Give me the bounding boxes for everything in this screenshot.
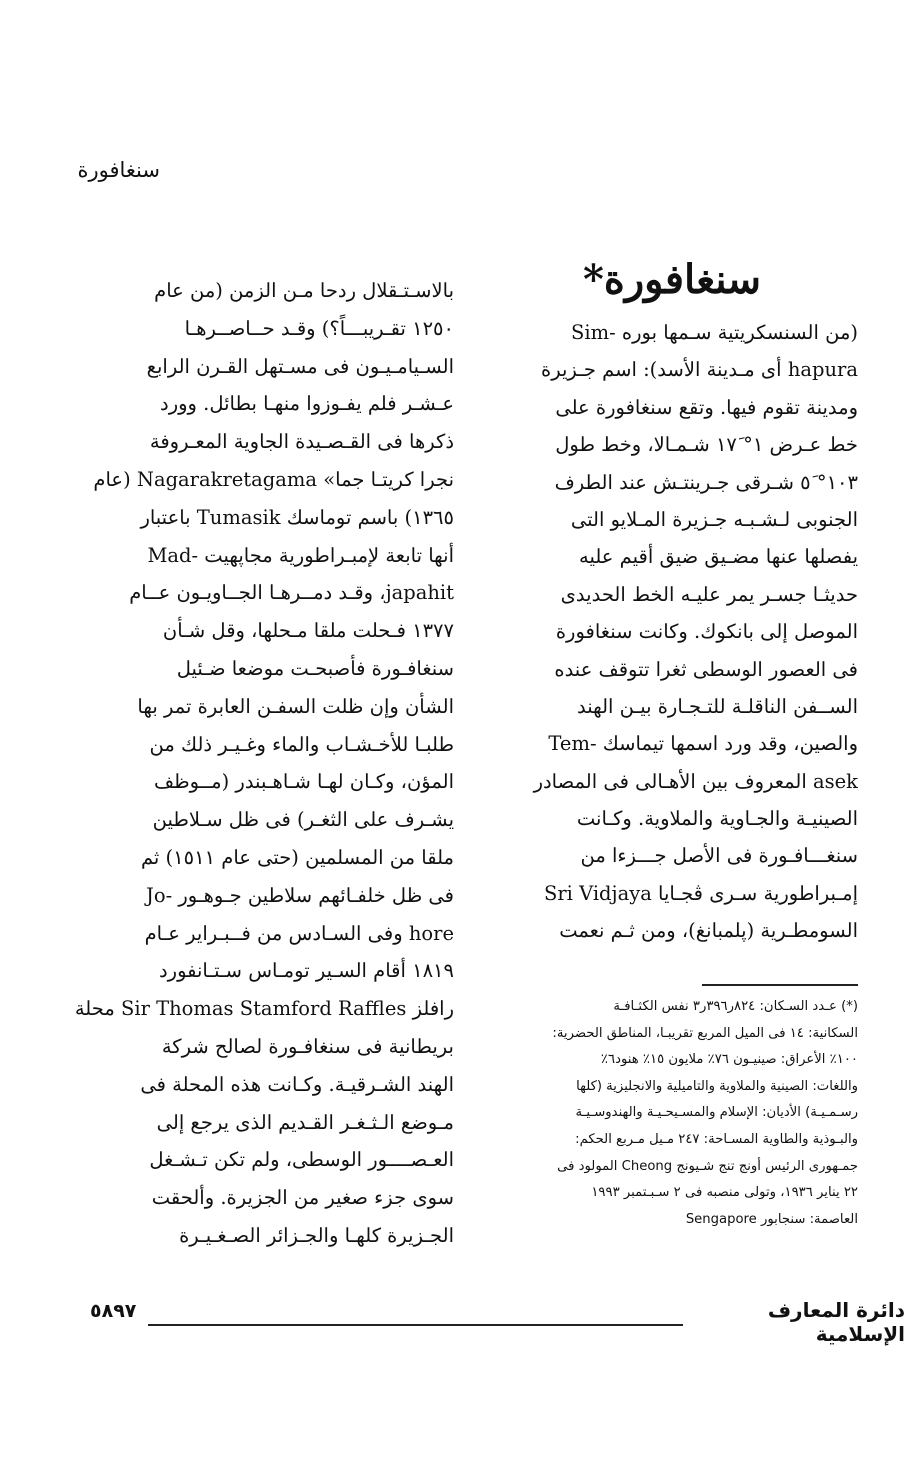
footnote-line: ١٠٠٪ الأعراق: صينيـون ٧٦٪ ملايون ١٥٪ هنود٦٪ xyxy=(600,1052,858,1068)
body-line: ١٠٣° ٥َ شـرقى جـرينتـش عند الطرف xyxy=(554,470,858,494)
footer-divider xyxy=(148,1324,683,1326)
footnote-line: ٢٢ يناير ١٩٣٦، وتولى منصبه فى ٢ سـبـتمبر ١٩٩٣ xyxy=(591,1185,858,1201)
footnote-divider xyxy=(702,984,858,986)
body-line: عـشـر فلم يفـوزوا منهـا بطائل. وورد xyxy=(160,392,454,416)
footnote xyxy=(486,994,858,1233)
running-head: سنغافورة xyxy=(77,158,160,182)
body-line: hapura أى مـدينة الأسد): اسم جـزيرة xyxy=(541,358,858,382)
body-line: بالاسـتـقلال ردحا مـن الزمن (من عام xyxy=(154,279,454,302)
footnote-line: (*) عـدد السـكان: ٨٢٤ر٣٩٦ر٣ نفس الكثـافـة xyxy=(613,999,858,1014)
body-line: بريطانية فى سنغافـورة لصالح شركة xyxy=(161,1034,454,1058)
footnote-line: واللغات: الصينية والملاوية والتاميلية والانجليزية (كلها xyxy=(576,1078,858,1094)
body-line: japahit، وقـد دمــرهـا الجــاويـون عــام xyxy=(129,581,454,605)
body-line: الهند الشـرقيـة. وكـانت هذه المحلة فى xyxy=(140,1072,454,1096)
footnote-line: والبـوذية والطاوية المسـاحة: ٢٤٧ مـيل مـربع الحكم: xyxy=(575,1131,858,1147)
body-line: فى ظل خلفـائهم سلاطين جـوهـور -Jo xyxy=(146,883,454,907)
body-line: رافلز Sir Thomas Stamford Raffles محلة xyxy=(74,997,454,1021)
body-line: hore وفى السـادس من فــبـراير عـام xyxy=(144,921,454,945)
body-line: ذكرها فى القـصـيدة الجاوية المعـروفة xyxy=(149,430,454,454)
right-column xyxy=(486,252,858,950)
body-line: ملقا من المسلمين (حتى عام ١٥١١) ثم xyxy=(140,845,454,869)
footnote-line: العاصمة: سنجابور Sengapore xyxy=(685,1211,858,1227)
body-line: إمـبراطورية سـرى ڤجـايا Sri Vidjaya xyxy=(543,881,858,905)
body-line: طلبـا للأخـشـاب والماء وغـيـر ذلك من xyxy=(149,732,454,756)
body-line: سنغـــافـورة فى الأصل جـــزءا من xyxy=(580,844,858,868)
footnote-line: رسـمـيـة) الأديان: الإسلام والمسـيحـيـة والهندوسـيـة xyxy=(575,1105,858,1121)
body-line: ١٨١٩ أقام السـير تومـاس سـتـانفورد xyxy=(158,959,454,983)
left-column xyxy=(72,272,454,1255)
body-line: يفصلها عنها مضـيق ضيق أقيم عليه xyxy=(579,545,858,569)
body-line: فى العصور الوسطى ثغرا تتوقف عنده xyxy=(554,657,858,681)
body-line: ١٢٥٠ تقـريبـــاً؟) وقـد حــاصــرهـا xyxy=(184,316,454,340)
body-line: والصين، وقد ورد اسمها تيماسك -Tem xyxy=(548,732,858,756)
body-line: أنها تابعة لإمبـراطورية مجاپهيت -Mad xyxy=(147,543,454,567)
body-line: المؤن، وكـان لهـا شـاهـبندر (مــوظف xyxy=(153,770,454,794)
body-line: ١٣٦٥) باسم توماسك Tumasik باعتبار xyxy=(140,505,454,529)
article-title: سنغافورة* xyxy=(582,256,762,303)
body-line: الجنوبى لـشـبـه جـزيرة المـلايو التى xyxy=(570,507,858,531)
body-line: السـيامـيـون فى مسـتهل القـرن الرابع xyxy=(146,354,454,378)
body-line: asek المعروف بين الأهـالى فى المصادر xyxy=(533,769,858,793)
body-line: سنغافـورة فأصبحـت موضعا ضـئيل xyxy=(176,656,454,680)
body-line: العـصــــور الوسطى، ولم تكن تـشـغل xyxy=(149,1148,454,1172)
footnote-line: جمـهورى الرئيس أونج تنج شـيونج Cheong المولود فى xyxy=(557,1158,858,1174)
body-line: سوى جزء صغير من الجزيرة. وألحقت xyxy=(151,1186,454,1210)
body-line: يشـرف على الثغـر) فى ظل سـلاطين xyxy=(152,808,454,832)
body-line: (من السنسكريتية سـمها بوره -Sim xyxy=(571,321,858,344)
body-line: الصينيـة والجـاوية والملاوية. وكـانت xyxy=(576,807,858,831)
body-line: ١٣٧٧ فـحلت ملقا مـحلها، وقل شـأن xyxy=(162,619,454,643)
body-line: الســفن الناقلـة للتـجـارة بيـن الهند xyxy=(576,694,858,718)
body-line: حديثـا جسـر يمر عليـه الخط الحديدى xyxy=(560,582,858,606)
footnote-line: السكانية: ١٤ فى الميل المربع تقريبـا، المناطق الحضرية: xyxy=(552,1025,858,1041)
page-number: ٥٨٩٧ xyxy=(90,1300,137,1322)
body-line: خط عـرض ١° ١٧َ شـمـالا، وخط طول xyxy=(555,433,858,457)
body-line: الشأن وإن ظلت السفـن العابرة تمر بها xyxy=(137,694,454,718)
body-line: الجـزيرة كلهـا والجـزائر الصـغـيـرة xyxy=(179,1223,454,1247)
body-line: الموصل إلى بانكوك. وكانت سنغافورة xyxy=(555,620,858,644)
body-line: نجرا كريتـا جما» Nagarakretagama (عام xyxy=(93,467,454,491)
body-line: السومطـرية (پلمبانغ)، ومن ثـم نعمت xyxy=(559,919,858,943)
publication-name: دائرة المعارف الإسلامية xyxy=(767,1298,905,1346)
body-line: مـوضع الـثـغـر القـديم الذى يرجع إلى xyxy=(156,1110,454,1134)
body-line: ومدينة تقوم فيها. وتقع سنغافورة على xyxy=(555,395,858,419)
